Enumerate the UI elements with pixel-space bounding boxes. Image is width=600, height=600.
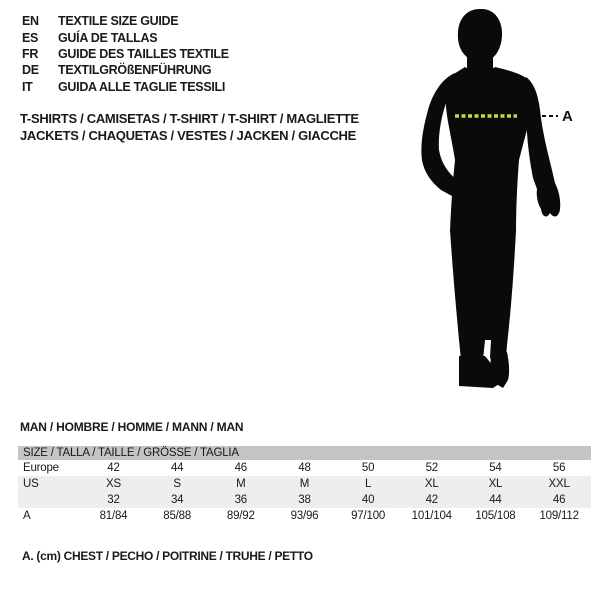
language-code: DE: [22, 63, 39, 78]
language-row: [22, 29, 229, 45]
size-cell: 42: [107, 462, 120, 474]
size-cell: 93/96: [290, 510, 319, 522]
size-cell: L: [365, 478, 372, 490]
size-cell: 38: [298, 494, 311, 506]
size-cell: 81/84: [99, 510, 128, 522]
category-list: [20, 110, 359, 144]
size-cell: 44: [489, 494, 502, 506]
category-line: T-SHIRTS / CAMISETAS / T-SHIRT / T-SHIRT / MAGLIETTE: [20, 111, 359, 126]
size-cell: 56: [552, 462, 566, 474]
language-row: [22, 46, 229, 62]
language-label: GUIDA ALLE TAGLIE TESSILI: [58, 79, 226, 94]
language-label: GUIDE DES TAILLES TEXTILE: [58, 46, 229, 61]
size-cell: 109/112: [539, 510, 579, 522]
language-label: TEXTILE SIZE GUIDE: [58, 14, 179, 29]
size-cell: 54: [489, 462, 502, 474]
size-row-label: A: [23, 510, 31, 522]
size-cell: 89/92: [226, 510, 255, 522]
size-cell: 40: [361, 494, 375, 506]
language-list: [22, 13, 229, 95]
size-table-header-row: [18, 446, 591, 460]
language-row: [22, 13, 229, 29]
size-cell: 85/88: [163, 510, 192, 522]
language-code: IT: [22, 79, 33, 94]
man-silhouette: [421, 9, 560, 388]
size-cell: 36: [234, 494, 247, 506]
size-table-header: SIZE / TALLA / TAILLE / GRÖSSE / TAGLIA: [18, 446, 591, 460]
size-table: [18, 446, 591, 524]
language-label: GUÍA DE TALLAS: [58, 30, 158, 45]
size-cell: XL: [424, 478, 439, 490]
size-cell: 44: [170, 462, 184, 474]
size-row-label: [18, 492, 82, 508]
size-cell: XL: [488, 478, 503, 490]
size-row-label: US: [23, 478, 39, 490]
language-code: ES: [22, 30, 39, 45]
size-cell: 97/100: [351, 510, 386, 522]
size-cell: M: [299, 478, 310, 490]
measurement-footnote: A. (cm) CHEST / PECHO / POITRINE / TRUHE / PETTO: [22, 549, 313, 563]
size-cell: 46: [234, 462, 247, 474]
size-cell: XXL: [548, 478, 570, 490]
size-cell: 50: [361, 462, 375, 474]
language-row: [22, 79, 229, 95]
size-cell: 52: [425, 462, 438, 474]
section-title: MAN / HOMBRE / HOMME / MANN / MAN: [20, 420, 244, 434]
size-cell: M: [236, 478, 246, 490]
man-silhouette-figure: [395, 0, 600, 410]
language-label: TEXTILGRÖßENFÜHRUNG: [58, 63, 212, 78]
category-line: JACKETS / CHAQUETAS / VESTES / JACKEN / GIACCHE: [20, 128, 356, 143]
language-row: [22, 62, 229, 78]
language-code: FR: [22, 46, 39, 61]
size-table-body: [18, 460, 591, 524]
size-cell: XS: [106, 478, 121, 490]
size-cell: 34: [170, 494, 184, 506]
size-cell: 48: [298, 462, 311, 474]
size-cell: 101/104: [411, 510, 452, 522]
size-cell: 46: [552, 494, 566, 506]
size-cell: S: [173, 478, 181, 490]
size-table-row: [18, 460, 591, 476]
size-cell: 32: [107, 494, 120, 506]
measure-a-label: A: [562, 108, 573, 125]
size-table-row: [18, 492, 591, 508]
size-cell: 105/108: [475, 510, 516, 522]
size-table-row: [18, 508, 591, 524]
size-table-row: [18, 476, 591, 492]
size-cell: 42: [425, 494, 438, 506]
language-code: EN: [22, 14, 39, 29]
size-row-label: Europe: [23, 462, 59, 474]
